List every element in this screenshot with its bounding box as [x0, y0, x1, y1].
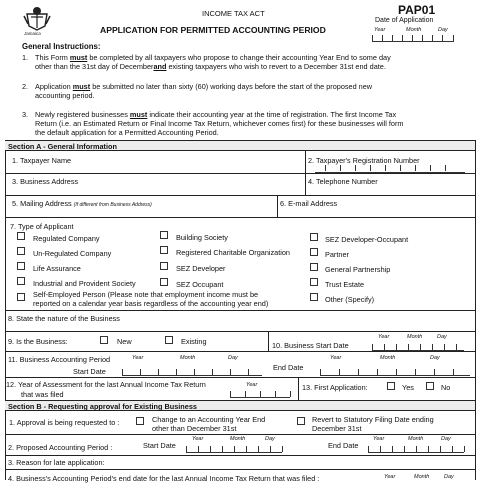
- label-no: No: [441, 383, 451, 392]
- checkbox-change-year-end[interactable]: [136, 417, 144, 425]
- proposed-start-date-label: Start Date: [143, 441, 176, 450]
- instruction-3: Newly registered businesses must indicate their accounting year at the time of registration. The first Income Tax Return (i.e. an Estimated Return or Final Income Tax Return, whichever comes first) for these businesses will form the default application for a Permitted Accounting Period.: [35, 110, 404, 137]
- reason-late-input[interactable]: [130, 458, 470, 467]
- checkbox-no[interactable]: [426, 382, 434, 390]
- day-label: Day: [437, 334, 447, 340]
- business-address-input[interactable]: [12, 186, 302, 194]
- label-revert-line2: December 31st: [312, 424, 362, 433]
- trn-input[interactable]: [315, 165, 465, 173]
- month-label: Month: [407, 334, 423, 340]
- checkbox-other[interactable]: [310, 293, 318, 301]
- checkbox-general-partnership[interactable]: [310, 263, 318, 271]
- nature-of-business-label: 8. State the nature of the Business: [8, 314, 120, 323]
- checkbox-charitable-org[interactable]: [160, 246, 168, 254]
- date-of-application-label: Date of Application: [375, 17, 434, 24]
- label-other: Other (Specify): [325, 295, 375, 304]
- instructions-heading: General Instructions:: [22, 42, 101, 51]
- telephone-input[interactable]: [308, 186, 468, 194]
- email-input[interactable]: [280, 208, 470, 216]
- month-label: Month: [406, 27, 422, 33]
- label-existing: Existing: [181, 337, 207, 346]
- checkbox-sez-developer-occupant[interactable]: [310, 233, 318, 241]
- label-partner: Partner: [325, 250, 349, 259]
- approval-requested-label: 1. Approval is being requested to :: [9, 418, 120, 427]
- checkbox-life-assurance[interactable]: [17, 262, 25, 270]
- type-of-applicant-label: 7. Type of Applicant: [10, 222, 74, 231]
- checkbox-existing[interactable]: [165, 336, 173, 344]
- year-label: Year: [246, 382, 258, 388]
- mailing-address-input[interactable]: [12, 208, 272, 216]
- accounting-period-label: 11. Business Accounting Period: [8, 355, 111, 364]
- month-label: Month: [180, 355, 196, 361]
- accounting-start-date-input[interactable]: [122, 369, 262, 376]
- instruction-2: Application must be submitted no later than sixty (60) working days before the start of the proposed new accounting period.: [35, 82, 373, 100]
- label-charitable-org: Registered Charitable Organization: [176, 248, 290, 257]
- end-date-label: End Date: [273, 363, 304, 372]
- instruction-1: This Form must be completed by all taxpayers who propose to change their accounting Year End to some day other than the 31st day of Decemberand existing taxpayers who wish to revert to a December 31st end date.: [35, 53, 391, 71]
- label-change-line2: other than December 31st: [152, 424, 237, 433]
- email-label: 6. E-mail Address: [280, 199, 338, 208]
- label-sez-developer: SEZ Developer: [176, 264, 226, 273]
- act-title: INCOME TAX ACT: [202, 9, 265, 18]
- business-start-date-label: 10. Business Start Date: [272, 341, 349, 350]
- label-building-society: Building Society: [176, 233, 228, 242]
- section-b-heading: Section B - Requesting approval for Existing Business: [5, 400, 475, 411]
- month-label: Month: [414, 474, 430, 480]
- day-label: Day: [441, 436, 451, 442]
- label-industrial-provident: Industrial and Provident Society: [33, 279, 136, 288]
- day-label: Day: [265, 436, 275, 442]
- trn-label: 2. Taxpayer's Registration Number: [308, 156, 420, 165]
- month-label: Month: [380, 355, 396, 361]
- start-date-label: Start Date: [73, 367, 106, 376]
- proposed-period-label: 2. Proposed Accounting Period :: [8, 443, 113, 452]
- year-label: Year: [330, 355, 342, 361]
- year-of-assessment-label-1: 12. Year of Assessment for the last Annual Income Tax Return: [6, 380, 206, 389]
- checkbox-building-society[interactable]: [160, 231, 168, 239]
- label-unregulated-company: Un-Regulated Company: [33, 249, 112, 258]
- label-sez-occupant: SEZ Occupant: [176, 280, 224, 289]
- checkbox-regulated-company[interactable]: [17, 232, 25, 240]
- checkbox-sez-occupant[interactable]: [160, 278, 168, 286]
- checkbox-yes[interactable]: [387, 382, 395, 390]
- year-label: Year: [384, 474, 396, 480]
- label-sez-developer-occupant: SEZ Developer-Occupant: [325, 235, 409, 244]
- day-label: Day: [430, 355, 440, 361]
- taxpayer-name-label: 1. Taxpayer Name: [12, 156, 72, 165]
- day-label: Day: [444, 474, 454, 480]
- label-change-line1: Change to an Accounting Year End: [152, 415, 266, 424]
- first-application-label: 13. First Application:: [302, 383, 368, 392]
- year-label: Year: [374, 27, 386, 33]
- section-a-heading: Section A - General Information: [5, 140, 475, 151]
- reason-late-label: 3. Reason for late application:: [8, 458, 105, 467]
- year-label: Year: [373, 436, 385, 442]
- instruction-3-number: 3.: [22, 110, 29, 119]
- checkbox-sez-developer[interactable]: [160, 262, 168, 270]
- checkbox-unregulated-company[interactable]: [17, 247, 25, 255]
- checkbox-partner[interactable]: [310, 248, 318, 256]
- form-title: APPLICATION FOR PERMITTED ACCOUNTING PERIOD: [100, 25, 326, 35]
- year-label: Year: [132, 355, 144, 361]
- form-code: PAP01: [398, 3, 436, 17]
- year-label: Year: [378, 334, 390, 340]
- month-label: Month: [408, 436, 424, 442]
- coat-of-arms-logo: [22, 2, 52, 32]
- checkbox-industrial-provident[interactable]: [17, 277, 25, 285]
- label-general-partnership: General Partnership: [325, 265, 391, 274]
- instruction-2-number: 2.: [22, 82, 29, 91]
- label-regulated-company: Regulated Company: [33, 234, 100, 243]
- year-of-assessment-label-2: that was filed: [21, 390, 64, 399]
- label-life-assurance: Life Assurance: [33, 264, 81, 273]
- is-business-label: 9. Is the Business:: [8, 337, 68, 346]
- year-label: Year: [192, 436, 204, 442]
- label-yes: Yes: [402, 383, 414, 392]
- checkbox-new[interactable]: [100, 336, 108, 344]
- day-label: Day: [228, 355, 238, 361]
- business-start-date-input[interactable]: [372, 344, 464, 351]
- instruction-1-number: 1.: [22, 53, 29, 62]
- label-self-employed-line1: Self-Employed Person (Please note that employment income must be: [33, 290, 259, 299]
- day-label: Day: [438, 27, 448, 33]
- label-trust-estate: Trust Estate: [325, 280, 365, 289]
- country-label: Jamaica: [24, 31, 41, 36]
- mailing-address-label: 5. Mailing Address (If different from Business Address): [12, 199, 152, 208]
- business-address-label: 3. Business Address: [12, 177, 79, 186]
- label-new: New: [117, 337, 132, 346]
- checkbox-revert-statutory[interactable]: [297, 417, 305, 425]
- proposed-end-date-label: End Date: [328, 441, 359, 450]
- label-revert-line1: Revert to Statutory Filing Date ending: [312, 415, 434, 424]
- telephone-label: 4. Telephone Number: [308, 177, 378, 186]
- checkbox-self-employed[interactable]: [17, 293, 25, 301]
- month-label: Month: [230, 436, 246, 442]
- checkbox-trust-estate[interactable]: [310, 278, 318, 286]
- nature-of-business-input[interactable]: [8, 322, 468, 330]
- label-self-employed-line2: reported on a calendar year basis regardless of the accounting year end): [33, 299, 269, 308]
- taxpayer-name-input[interactable]: [12, 164, 302, 172]
- accounting-end-date-input[interactable]: [320, 369, 470, 376]
- last-return-end-date-label: 4. Business's Accounting Period's end date for the last Annual Income Tax Return that was filed :: [8, 474, 320, 483]
